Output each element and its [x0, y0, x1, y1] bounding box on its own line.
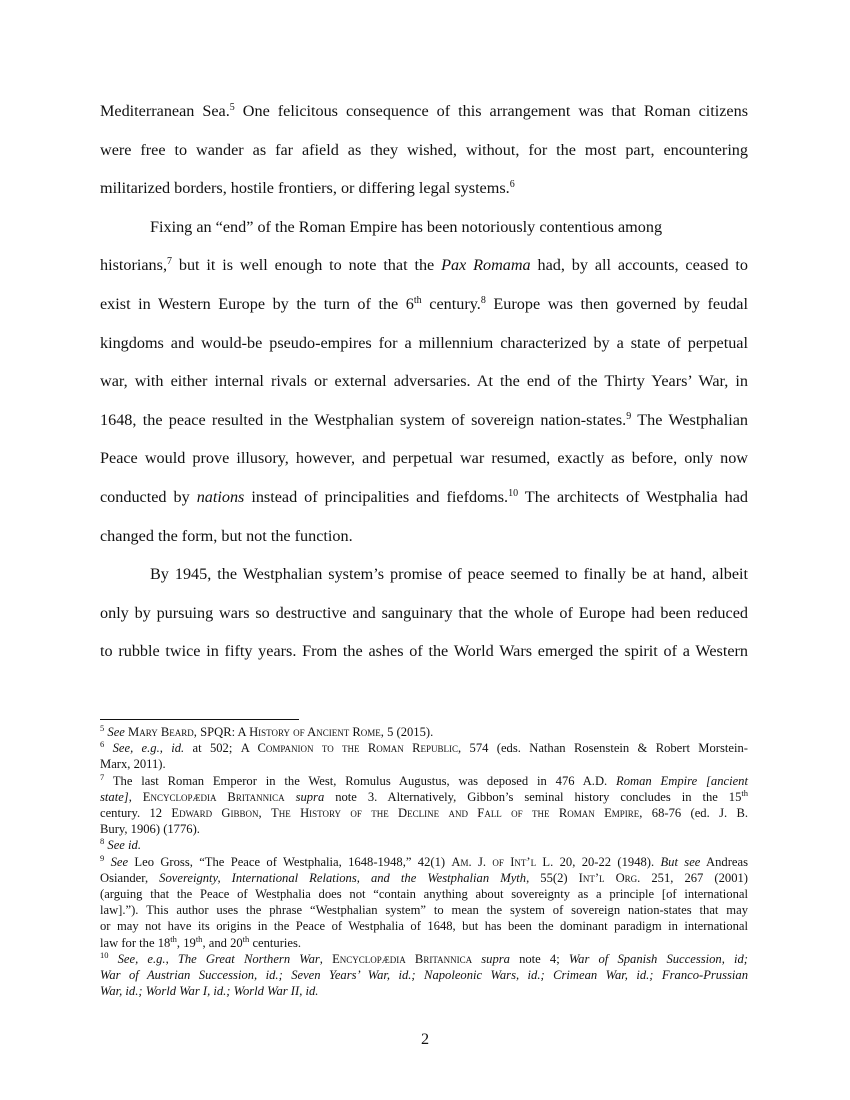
footnote-ref[interactable]: 8 — [480, 295, 486, 306]
body-line: Mediterranean Sea.$^5$ One felicitous consequence of this arrangement was that Roman citizens — [100, 102, 749, 120]
footnote-9-cont: or may not have its origins in the Peace of Westphalia of 1648, but has been the dominant paradigm in international — [100, 919, 748, 934]
footnote-8: $^8$ See id. — [100, 836, 141, 853]
footnote-ref[interactable]: 6 — [509, 179, 515, 191]
page-number: 2 — [420, 1030, 430, 1048]
footnote-10-cont: War of Austrian Succession, id.; Seven Years’ War, id.; Napoleonic Wars, id.; Crimean War, id.; Franco-Prussian — [100, 968, 748, 982]
body-line: changed the form, but not the function. — [100, 526, 353, 545]
body-line: to rubble twice in fifty years. From the ashes of the World Wars emerged the spirit of a Western — [100, 642, 748, 661]
body-line: were free to wander as far afield as they wished, without, for the most part, encountering — [100, 140, 748, 159]
footnote-ref[interactable]: 5 — [229, 102, 235, 113]
footnote-9-cont: (arguing that the Peace of Westphalia does not “contain anything about sovereignty as a principle [of international — [100, 887, 748, 901]
footnote-6-cont: Marx, 2011). — [100, 757, 166, 772]
footnote-5: $^5$ See Mary Beard, SPQR: A History of Ancient Rome, 5 (2015). — [100, 723, 434, 739]
paragraph-start: By 1945, the Westphalian system’s promise of peace seemed to finally be at hand, albeit — [150, 565, 748, 584]
footnote-6: $^6$ See, e.g., id. at 502; A Companion to the Roman Republic, 574 (eds. Nathan Rosenstein & Robert Morstein- — [100, 739, 748, 756]
body-line: only by pursuing wars so destructive and sanguinary that the whole of Europe had been reduced — [100, 603, 748, 622]
footnote-10-cont: War, id.; World War I, id.; World War II, id. — [100, 984, 319, 999]
footnote-separator — [100, 719, 299, 720]
body-line: Peace would prove illusory, however, and perpetual war resumed, exactly as before, only now — [100, 449, 748, 468]
body-line: war, with either internal rivals or external adversaries. At the end of the Thirty Years’ War, in — [100, 372, 748, 391]
footnote-9-cont: Osiander, Sovereignty, International Relations, and the Westphalian Myth, 55(2) Int’l Org. 251, 267 (2001) — [100, 870, 748, 885]
body-line: exist in Western Europe by the turn of the 6th century.$^8$ Europe was then governed by feudal — [100, 295, 748, 313]
footnote-ref[interactable]: 9 — [626, 410, 632, 422]
footnote-7-cont: state], Encyclopædia Britannica supra note 3. Alternatively, Gibbon’s seminal history concludes in the 15th — [100, 787, 748, 804]
footnote-ref[interactable]: 10 — [508, 488, 519, 499]
body-line: militarized borders, hostile frontiers, or differing legal systems.$^6$ — [100, 179, 515, 198]
footnote-7-cont: century. 12 Edward Gibbon, The History of the Decline and Fall of the Roman Empire, 68-76 (ed. J. B. — [100, 806, 749, 820]
body-line: 1648, the peace resulted in the Westphalian system of sovereign nation-states.$^9$ The Westphalian — [100, 410, 748, 429]
footnote-9-cont: law].”). This author uses the phrase “Westphalian system” to mean the system of sovereign nation-states that may — [100, 903, 748, 918]
paragraph-start: Fixing an “end” of the Roman Empire has been notoriously contentious among — [150, 217, 663, 236]
footnote-ref[interactable]: 7 — [167, 256, 172, 268]
footnote-9: $^9$ See Leo Gross, “The Peace of Westphalia, 1648-1948,” 42(1) Am. J. of Int’l L. 20, 20-22 (1948). But see Andreas — [100, 852, 748, 869]
footnote-10: $^{10}$ See, e.g., The Great Northern War, Encyclopædia Britannica supra note 4; War of Spanish Succession, id; — [100, 949, 748, 966]
footnote-7: $^7$ The last Roman Emperor in the West, Romulus Augustus, was deposed in 476 A.D. Roman Empire [ancient — [100, 771, 748, 788]
body-line: conducted by nations instead of principalities and fiefdoms.$^{10}$ The architects of Westphalia had — [100, 488, 749, 506]
body-line: historians,$^7$ but it is well enough to note that the Pax Romama had, by all accounts, ceased to — [100, 256, 748, 275]
body-line: kingdoms and would-be pseudo-empires for a millennium characterized by a state of perpetual — [100, 333, 748, 352]
footnote-7-cont: Bury, 1906) (1776). — [100, 822, 200, 837]
footnote-9-cont: law for the 18th, 19th, and 20th centuries. — [100, 933, 302, 950]
